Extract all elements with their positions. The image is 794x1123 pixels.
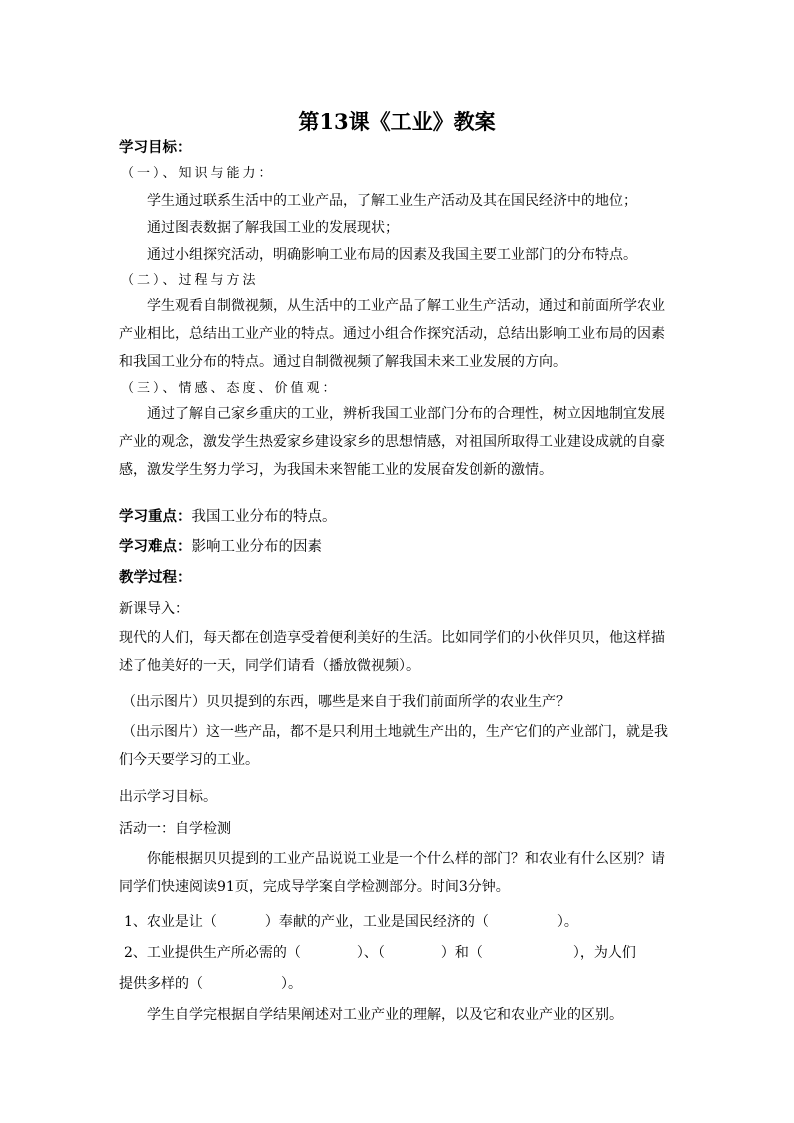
q2-part-c: ）和（ (440, 945, 483, 961)
section-2-paragraph: 学生观看自制微视频，从生活中的工业产品了解工业生产活动，通过和前面所学农业产业相比，总结出工业产业的特点。通过小组合作探究活动，总结出影响工业布局的因素和我国工业分布的特点。通过自制微视频了解我国未来工业发展的方向。 (119, 298, 665, 370)
key-point-text: 我国工业分布的特点。 (191, 509, 337, 525)
show-goal: 出示学习目标。 (119, 789, 217, 805)
objectives-heading: 学习目标： (119, 139, 192, 156)
section-2-label: （二）、过程与方法 (121, 273, 259, 288)
q2-part-a: 2、工业提供生产所必需的（ (124, 945, 301, 961)
difficulty (119, 539, 322, 555)
page-title: 第13课《工业》教案 (298, 109, 496, 134)
intro-paragraph: 现代的人们，每天都在创造享受着便利美好的生活。比如同学们的小伙伴贝贝，他这样描述了他美好的一天，同学们请看（播放微视频）。 (119, 630, 665, 674)
q2-part-e: 提供多样的（ (119, 976, 203, 992)
summary-line: 学生自学完根据自学结果阐述对工业产业的理解，以及它和农业产业的区别。 (147, 1007, 623, 1023)
objective-item-1: 学生通过联系生活中的工业产品，了解工业生产活动及其在国民经济中的地位； (147, 193, 637, 209)
key-point-label: 学习重点： (119, 508, 192, 525)
section-1-label: （一）、知识与能力： (121, 166, 275, 181)
process-heading: 教学过程： (119, 569, 192, 586)
q1-part-a: 1、农业是让（ (124, 914, 217, 930)
difficulty-text: 影响工业分布的因素 (191, 539, 322, 555)
objective-item-3: 通过小组探究活动，明确影响工业布局的因素及我国主要工业部门的分布特点。 (147, 247, 637, 263)
intro-label: 新课导入： (119, 601, 189, 617)
question-2 (124, 945, 636, 961)
q1-part-b: ）奉献的产业，工业是国民经济的（ (264, 914, 489, 930)
q1-part-c: ）。 (556, 914, 578, 930)
question-2-continued (119, 976, 302, 992)
q2-part-f: ）。 (281, 976, 302, 992)
key-point (119, 509, 337, 525)
section-3-paragraph: 通过了解自己家乡重庆的工业，辨析我国工业部门分布的合理性，树立因地制宜发展产业的观念，激发学生热爱家乡建设家乡的思想情感，对祖国所取得工业建设成就的自豪感，激发学生努力学习，为我国未来智能工业的发展奋发创新的激情。 (119, 406, 665, 478)
picture-note-1: （出示图片）贝贝提到的东西，哪些是来自于我们前面所学的农业生产？ (122, 694, 570, 710)
section-3-label: （三）、情感、态度、价值观： (121, 381, 339, 396)
q2-part-b: ）、（ (356, 945, 385, 961)
q2-part-d: ），为人们 (572, 945, 636, 961)
objective-item-2: 通过图表数据了解我国工业的发展现状； (147, 220, 399, 236)
activity-1-paragraph: 你能根据贝贝提到的工业产品说说工业是一个什么样的部门？和农业有什么区别？请同学们快速阅读91页，完成导学案自学检测部分。时间3分钟。 (119, 851, 665, 895)
question-1 (124, 914, 578, 930)
difficulty-label: 学习难点： (119, 538, 192, 555)
picture-note-2: （出示图片）这一些产品，都不是只利用土地就生产出的，生产它们的产业部门，就是我们今天要学习的工业。 (119, 724, 668, 768)
activity-1-title: 活动一：自学检测 (119, 821, 231, 837)
